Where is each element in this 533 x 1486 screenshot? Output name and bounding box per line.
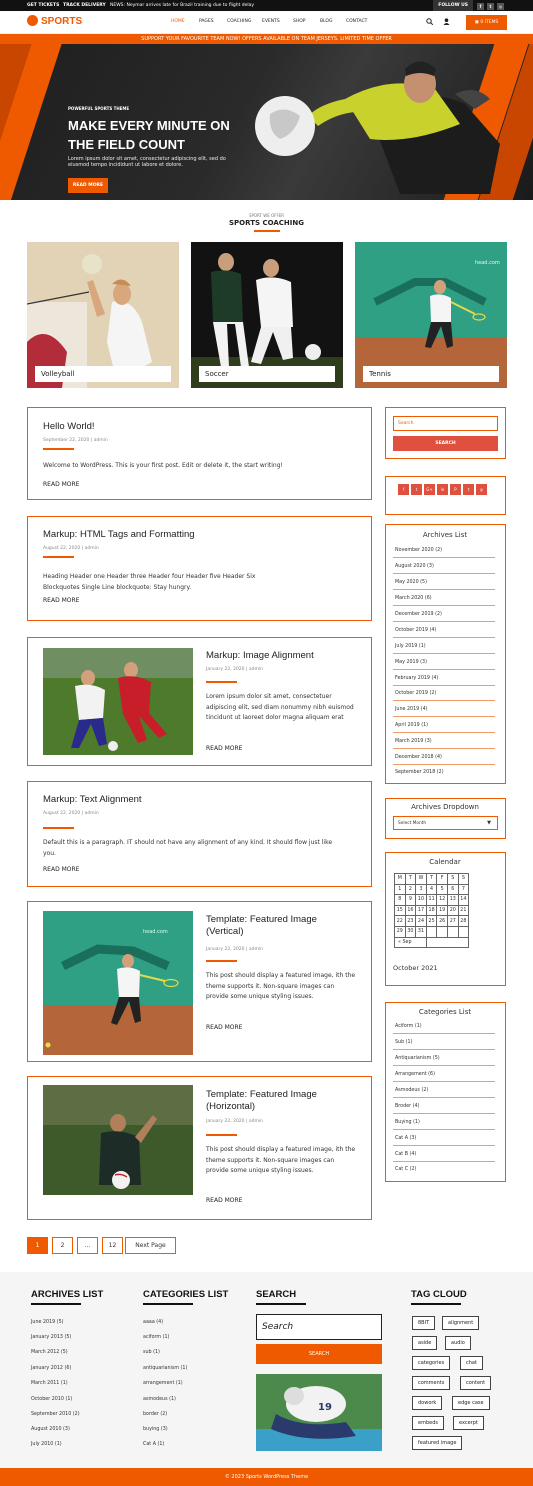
- sidebar-search-input[interactable]: Search: [393, 416, 498, 431]
- archive-link[interactable]: May 2019 (3): [395, 660, 427, 665]
- linkedin-icon[interactable]: in: [437, 484, 448, 495]
- bag-icon: ▣: [474, 20, 481, 25]
- calendar-day: [426, 926, 437, 937]
- page-1-button[interactable]: 1: [27, 1237, 48, 1254]
- calendar-day-header: S: [458, 874, 469, 885]
- calendar-day: 21: [458, 905, 469, 916]
- footer-category-link[interactable]: aciform (1): [143, 1335, 170, 1340]
- post-divider: [43, 448, 74, 450]
- calendar-day-header: M: [395, 874, 406, 885]
- footer-archive-link[interactable]: January 2013 (5): [31, 1335, 72, 1340]
- read-more-link[interactable]: READ MORE: [206, 745, 243, 752]
- calendar-day: 29: [395, 926, 406, 937]
- tag-link[interactable]: comments: [412, 1376, 450, 1390]
- football-photo: [256, 1374, 382, 1451]
- footer-archive-link[interactable]: September 2010 (2): [31, 1412, 80, 1417]
- calendar-day: 14: [458, 895, 469, 906]
- calendar-day: 23: [405, 916, 416, 927]
- post-title[interactable]: Hello World!: [43, 421, 95, 432]
- hero-title: MAKE EVERY MINUTE ON THE FIELD COUNT: [68, 118, 230, 152]
- caret-down-icon: ▼: [487, 820, 491, 826]
- post-image[interactable]: [43, 911, 193, 1055]
- widget-title: Archives List: [422, 531, 468, 539]
- post-title[interactable]: Template: Featured Image (Vertical): [206, 914, 317, 937]
- archive-link[interactable]: March 2020 (6): [395, 596, 432, 601]
- footer-category-link[interactable]: sub (1): [143, 1350, 160, 1355]
- archive-link[interactable]: March 2019 (3): [395, 739, 432, 744]
- calendar-day: 13: [447, 895, 458, 906]
- twitter-icon[interactable]: t: [411, 484, 422, 495]
- footer-archive-link[interactable]: March 2011 (1): [31, 1381, 68, 1386]
- post-card: [27, 901, 372, 1062]
- coaching-card-soccer[interactable]: [191, 242, 343, 388]
- calendar-day: 6: [447, 884, 458, 895]
- post-image[interactable]: [43, 1085, 193, 1195]
- post-card: [27, 516, 372, 621]
- post-title[interactable]: Template: Featured Image (Horizontal): [206, 1089, 317, 1112]
- archive-link[interactable]: December 2019 (2): [395, 612, 442, 617]
- nav-shop[interactable]: SHOP: [293, 19, 306, 24]
- calendar-day: 25: [426, 916, 437, 927]
- footer-archive-link[interactable]: August 2010 (3): [31, 1427, 70, 1432]
- footer-archive-link[interactable]: July 2010 (1): [31, 1442, 62, 1447]
- archive-link[interactable]: December 2018 (4): [395, 755, 442, 760]
- footer-search-title: SEARCH: [256, 1289, 297, 1300]
- footer-category-link[interactable]: aaaa (4): [143, 1320, 164, 1325]
- footer-archives-title: ARCHIVES LIST: [31, 1289, 104, 1300]
- category-link[interactable]: Cat B (4): [395, 1152, 417, 1157]
- user-icon[interactable]: [443, 18, 450, 25]
- post-title[interactable]: Markup: Image Alignment: [206, 650, 314, 661]
- post-divider: [43, 556, 74, 558]
- cart-button[interactable]: ▣ 0 ITEMS: [466, 15, 507, 30]
- footer-categories-title: CATEGORIES LIST: [143, 1289, 229, 1300]
- hero-text: Lorem ipsum dolor sit amet, consectetur adipiscing elit, sed do eiusmod tempo incididunt ut labore et dolore.: [68, 156, 226, 168]
- calendar-day: 31: [416, 926, 427, 937]
- archive-link[interactable]: November 2020 (2): [395, 548, 443, 553]
- tag-link[interactable]: embeds: [412, 1416, 444, 1430]
- post-meta: August 22, 2020 | admin: [43, 811, 99, 816]
- tag-link[interactable]: featured image: [412, 1436, 462, 1450]
- post-meta: August 22, 2020 | admin: [43, 546, 99, 551]
- read-more-link[interactable]: READ MORE: [206, 1024, 243, 1031]
- post-meta: January 22, 2020 | admin: [206, 1119, 264, 1124]
- tag-link[interactable]: chat: [460, 1356, 483, 1370]
- post-excerpt: Welcome to WordPress. This is your first post. Edit or delete it, the start writing!: [43, 462, 283, 469]
- instagram-icon[interactable]: ◎: [498, 4, 503, 9]
- post-card: [27, 781, 372, 887]
- tag-link[interactable]: aside: [412, 1336, 437, 1350]
- category-link[interactable]: Cat A (3): [395, 1136, 417, 1141]
- nav-contact[interactable]: CONTACT: [346, 19, 368, 24]
- instagram-icon[interactable]: ◎: [476, 484, 487, 495]
- post-title[interactable]: Markup: HTML Tags and Formatting: [43, 529, 195, 540]
- tag-link[interactable]: content: [460, 1376, 491, 1390]
- calendar-caption: October 2021: [393, 964, 438, 972]
- post-divider: [43, 827, 74, 829]
- facebook-icon[interactable]: f: [398, 484, 409, 495]
- category-link[interactable]: Arrangement (6): [395, 1072, 435, 1077]
- coaching-card-tennis[interactable]: [355, 242, 507, 388]
- post-divider: [206, 960, 237, 962]
- calendar-day: 19: [437, 905, 448, 916]
- calendar-day: 10: [416, 895, 427, 906]
- read-more-link[interactable]: READ MORE: [43, 481, 80, 488]
- post-excerpt: Heading Header one Header three Header four Header five Header Six Blockquotes Single Line blockquote: Stay hungry.: [43, 573, 256, 591]
- tag-link[interactable]: 8BIT: [412, 1316, 435, 1330]
- follow-us-label: FOLLOW US: [433, 0, 473, 11]
- main-header: [0, 11, 533, 34]
- calendar-day-header: T: [405, 874, 416, 885]
- calendar-day-header: F: [437, 874, 448, 885]
- category-link[interactable]: Asmodeus (2): [395, 1088, 429, 1093]
- category-link[interactable]: Cat C (2): [395, 1167, 417, 1172]
- post-excerpt: Lorem ipsum dolor sit amet, consectetuer adipiscing elit, sed diam nonummy nibh euismod tincidunt ut laoreet dolor magna aliquam erat: [206, 693, 354, 721]
- calendar-day: 8: [395, 895, 406, 906]
- footer-category-link[interactable]: asmodeus (1): [143, 1397, 176, 1402]
- tag-link[interactable]: dowork: [412, 1396, 442, 1410]
- widget-title: Calendar: [429, 858, 461, 866]
- footer-category-link[interactable]: border (2): [143, 1412, 168, 1417]
- footer-archive-link[interactable]: March 2012 (5): [31, 1350, 68, 1355]
- post-image[interactable]: [43, 648, 193, 755]
- coaching-card-volleyball[interactable]: [27, 242, 179, 388]
- calendar-day: 7: [458, 884, 469, 895]
- calendar-day-header: T: [426, 874, 437, 885]
- copyright-bar: © 2023 Sports WordPress Theme: [0, 1468, 533, 1486]
- calendar-day: 26: [437, 916, 448, 927]
- nav-pages[interactable]: PAGES: [199, 19, 214, 24]
- footer-divider: [143, 1303, 193, 1305]
- widget-title: Archives Dropdown: [411, 803, 479, 811]
- calendar-day: 18: [426, 905, 437, 916]
- calendar-day: 17: [416, 905, 427, 916]
- post-excerpt: This post should display a featured image, ith the theme supports it. Non-square images can provide some unique styling issues.: [206, 972, 356, 1000]
- calendar-table: [394, 873, 469, 948]
- archives-widget: [385, 524, 506, 784]
- image-watermark: head.com: [143, 929, 168, 935]
- calendar-day: 9: [405, 895, 416, 906]
- category-link[interactable]: Sub (1): [395, 1040, 413, 1045]
- tag-link[interactable]: edge case: [452, 1396, 490, 1410]
- google-plus-icon[interactable]: G+: [424, 484, 435, 495]
- post-divider: [206, 681, 237, 683]
- calendar-day: 15: [395, 905, 406, 916]
- month-select[interactable]: Select Month ▼: [393, 816, 498, 830]
- twitter-icon[interactable]: t: [487, 3, 494, 10]
- goalkeeper-photo: [250, 44, 510, 200]
- svg-text:head.com: head.com: [475, 260, 500, 266]
- post-meta: September 22, 2020 | admin: [43, 438, 108, 443]
- footer-search-input[interactable]: Search: [256, 1314, 382, 1340]
- category-link[interactable]: Buying (1): [395, 1120, 420, 1125]
- calendar-day: [447, 926, 458, 937]
- archive-link[interactable]: June 2019 (4): [395, 707, 428, 712]
- archive-link[interactable]: October 2019 (2): [395, 691, 437, 696]
- post-excerpt: This post should display a featured image, ith the theme supports it. Non-square images can provide some unique styling issues.: [206, 1146, 356, 1174]
- post-card: [27, 637, 372, 766]
- footer-category-link[interactable]: antiquarianism (1): [143, 1366, 188, 1371]
- footer-tags-title: TAG CLOUD: [411, 1289, 467, 1300]
- tag-link[interactable]: excerpt: [453, 1416, 484, 1430]
- calendar-day-header: S: [447, 874, 458, 885]
- sidebar-search-button[interactable]: SEARCH: [393, 436, 498, 451]
- calendar-day-header: W: [416, 874, 427, 885]
- archive-link[interactable]: May 2020 (5): [395, 580, 427, 585]
- footer-archive-link[interactable]: June 2019 (5): [31, 1320, 64, 1325]
- footer-divider: [256, 1303, 306, 1305]
- post-title[interactable]: Markup: Text Alignment: [43, 794, 142, 805]
- nav-events[interactable]: EVENTS: [262, 19, 280, 24]
- calendar-day: 22: [395, 916, 406, 927]
- pinterest-icon[interactable]: P: [450, 484, 461, 495]
- archive-link[interactable]: July 2019 (1): [395, 644, 426, 649]
- archives-dropdown-widget: [385, 798, 506, 839]
- nav-blog[interactable]: BLOG: [320, 19, 333, 24]
- soccer-ball-icon: [27, 15, 38, 26]
- footer-divider: [411, 1303, 461, 1305]
- page-12-button[interactable]: 12: [102, 1237, 123, 1254]
- calendar-empty: [426, 937, 468, 948]
- archive-link[interactable]: October 2019 (4): [395, 628, 437, 633]
- calendar-day: 2: [405, 884, 416, 895]
- get-tickets-link[interactable]: GET TICKETS: [27, 3, 60, 8]
- footer-divider: [31, 1303, 81, 1305]
- post-divider: [206, 1134, 237, 1136]
- hero-banner: [0, 34, 533, 200]
- calendar-day: [437, 926, 448, 937]
- top-bar: [0, 0, 533, 11]
- calendar-day: 5: [437, 884, 448, 895]
- read-more-link[interactable]: READ MORE: [43, 597, 80, 604]
- footer-category-link[interactable]: Cat A (1): [143, 1442, 165, 1447]
- post-excerpt: Default this is a paragraph. IT should not have any alignment of any kind. It should flow just like you.: [43, 839, 333, 857]
- search-icon[interactable]: [426, 18, 433, 25]
- calendar-day: 30: [405, 926, 416, 937]
- hero-eyebrow: POWERFUL SPORTS THEME: [68, 106, 130, 111]
- calendar-day: 11: [426, 895, 437, 906]
- section-divider: [254, 230, 280, 232]
- search-widget: [385, 407, 506, 459]
- calendar-day: 1: [395, 884, 406, 895]
- post-card: [27, 407, 372, 500]
- archive-link[interactable]: April 2019 (1): [395, 723, 429, 728]
- footer-archive-link[interactable]: January 2012 (6): [31, 1366, 72, 1371]
- nav-coaching[interactable]: COACHING: [227, 19, 252, 24]
- hero-read-more-button[interactable]: READ MORE: [68, 178, 108, 193]
- footer-category-link[interactable]: arrangement (1): [143, 1381, 183, 1386]
- track-delivery-link[interactable]: TRACK DELIVERY: [63, 3, 106, 8]
- next-page-button[interactable]: Next Page: [125, 1237, 176, 1254]
- page-2-button[interactable]: 2: [52, 1237, 73, 1254]
- calendar-day: 24: [416, 916, 427, 927]
- calendar-day: 12: [437, 895, 448, 906]
- footer-search-button[interactable]: SEARCH: [256, 1344, 382, 1364]
- archive-link[interactable]: August 2020 (3): [395, 564, 434, 569]
- archive-link[interactable]: February 2019 (4): [395, 676, 439, 681]
- post-meta: January 22, 2020 | admin: [206, 947, 264, 952]
- calendar-day: 4: [426, 884, 437, 895]
- category-link[interactable]: Broder (4): [395, 1104, 420, 1109]
- post-card: [27, 1076, 372, 1220]
- footer-archive-link[interactable]: October 2010 (1): [31, 1397, 73, 1402]
- tag-link[interactable]: audio: [445, 1336, 471, 1350]
- categories-widget: [385, 1002, 506, 1182]
- archive-link[interactable]: September 2018 (2): [395, 770, 444, 775]
- category-link[interactable]: Antiquarianism (5): [395, 1056, 440, 1061]
- calendar-day: [458, 926, 469, 937]
- news-ticker: NEWS: Neymar arrives late for Brazil training due to flight delay: [110, 3, 255, 8]
- footer-category-link[interactable]: buying (3): [143, 1427, 168, 1432]
- calendar-widget: [385, 852, 506, 986]
- card-label: Volleyball: [35, 366, 171, 382]
- card-label: Tennis: [363, 366, 499, 382]
- nav-home[interactable]: HOME: [171, 19, 185, 24]
- section-eyebrow: SPORT WE OFFER: [248, 213, 285, 218]
- post-meta: January 22, 2020 | admin: [206, 667, 264, 672]
- page-ellipsis: ...: [77, 1237, 98, 1254]
- tag-link[interactable]: alignment: [442, 1316, 479, 1330]
- site-logo[interactable]: SPORTS: [27, 16, 82, 27]
- calendar-prev-link[interactable]: « Sep: [395, 937, 427, 948]
- tumblr-icon[interactable]: t: [463, 484, 474, 495]
- facebook-icon[interactable]: f: [477, 3, 484, 10]
- read-more-link[interactable]: READ MORE: [206, 1197, 243, 1204]
- category-link[interactable]: Aciform (1): [395, 1024, 422, 1029]
- calendar-day: 20: [447, 905, 458, 916]
- card-label: Soccer: [199, 366, 335, 382]
- promo-banner: SUPPORT YOUR FAVOURITE TEAM NOW! OFFERS AVAILABLE ON TEAM JERSEYS. LIMITED TIME OFFER: [0, 34, 533, 44]
- widget-title: Categories List: [418, 1008, 472, 1016]
- read-more-link[interactable]: READ MORE: [43, 866, 80, 873]
- svg-text:19: 19: [318, 1402, 332, 1413]
- social-widget: [385, 476, 506, 515]
- tag-link[interactable]: categories: [412, 1356, 450, 1370]
- calendar-day: 3: [416, 884, 427, 895]
- calendar-day: 27: [447, 916, 458, 927]
- section-title: SPORTS COACHING: [229, 219, 304, 227]
- calendar-day: 28: [458, 916, 469, 927]
- calendar-day: 16: [405, 905, 416, 916]
